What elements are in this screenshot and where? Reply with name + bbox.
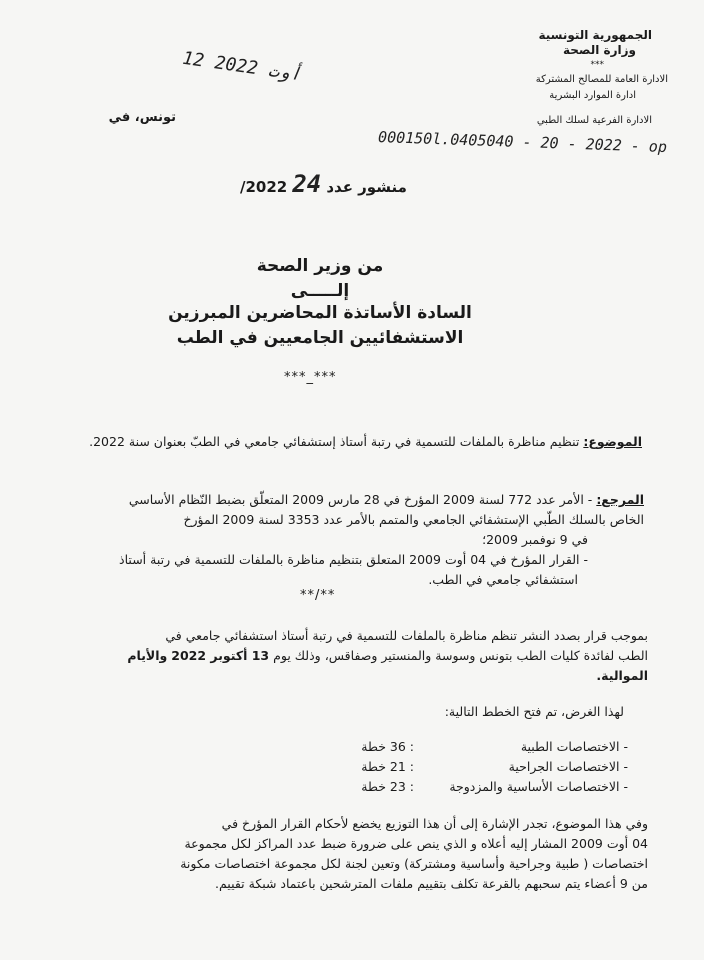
header-stars: *** bbox=[590, 60, 604, 70]
plan-row-label: - الاختصاصات الجراحية bbox=[508, 759, 628, 774]
header-ministry: وزارة الصحة bbox=[562, 43, 636, 57]
circular-label: منشور عدد bbox=[326, 178, 407, 196]
header-dept2: ادارة الموارد البشرية bbox=[549, 90, 636, 101]
plan-row-surgical bbox=[288, 759, 628, 774]
subject-label: الموضوع: bbox=[583, 434, 642, 449]
reference-block bbox=[54, 490, 644, 590]
plan-row-basic bbox=[288, 779, 628, 794]
subject-line bbox=[52, 432, 642, 452]
circular-number-handwritten: 24 bbox=[292, 170, 322, 198]
plan-row-count: : 21 خطة bbox=[361, 759, 415, 774]
city-date-label: تونس، في bbox=[108, 110, 176, 125]
reference-label: المرجع: bbox=[596, 492, 644, 507]
paragraph2-line3: اختصاصات ( طبية وجراحية وأساسية ومشتركة) وتعين لجنة لكل مجموعة اختصاصات مكونة bbox=[180, 856, 648, 871]
to-line: إلـــــى bbox=[290, 281, 350, 301]
header-republic: الجمهورية التونسية bbox=[538, 28, 652, 42]
from-line: من وزير الصحة bbox=[256, 256, 384, 276]
paragraph2-line1: وفي هذا الموضوع، تجدر الإشارة إلى أن هذا التوزيع يخضع لأحكام القرار المؤرخ في bbox=[221, 816, 648, 831]
recipient-line2: الاستشفائيين الجامعيين في الطب bbox=[176, 328, 464, 348]
paragraph2-line4: من 9 أعضاء يتم سحبهم بالقرعة تكلف بتقييم ملفات المترشحين باعتماد شبكة تقييم. bbox=[215, 876, 648, 891]
plans-intro: لهذا الغرض، تم فتح الخطط التالية: bbox=[444, 704, 624, 719]
paragraph1-line3: الموالية. bbox=[596, 668, 648, 683]
paragraph1-line2-part2: والأيام bbox=[127, 648, 168, 663]
plan-row-label: - الاختصاصات الأساسية والمزدوجة bbox=[449, 779, 628, 794]
header-dept1: الادارة العامة للمصالح المشتركة bbox=[535, 74, 668, 85]
reference-item2-line1: - القرار المؤرخ في 04 أوت 2009 المتعلق بتنظيم مناظرة بالملفات للتسمية في رتبة أستاذ bbox=[119, 552, 588, 567]
paragraph-1 bbox=[48, 626, 648, 686]
reference-item2-line2: استشفائي جامعي في الطب. bbox=[428, 572, 578, 587]
reference-item1-line1: - الأمر عدد 772 لسنة 2009 المؤرخ في 28 مارس 2009 المتعلّق بضبط النّظام الأساسي bbox=[128, 492, 593, 507]
separator-stars: ***_*** bbox=[284, 370, 337, 385]
paragraph-2 bbox=[38, 814, 648, 894]
paragraph1-line2-date: 13 أكتوبر 2022 bbox=[171, 648, 270, 663]
circular-year: 2022/ bbox=[240, 178, 288, 196]
reference-separator: **/** bbox=[300, 588, 336, 603]
reference-item1-line2: الخاص بالسلك الطّبي الإستشفائي الجامعي والمتمم بالأمر عدد 3353 لسنة 2009 المؤرخ bbox=[183, 512, 644, 527]
handwritten-date: 12 أوت 2022 bbox=[181, 47, 303, 86]
reference-item1-line3: في 9 نوفمبر 2009؛ bbox=[482, 532, 588, 547]
reference-number: 000150l.0405040 - 20 - 2022 - op bbox=[377, 127, 668, 157]
plan-row-label: - الاختصاصات الطبية bbox=[520, 739, 628, 754]
plan-row-medical bbox=[288, 739, 628, 754]
header-dept3: الادارة الفرعية لسلك الطبي bbox=[536, 115, 652, 126]
paragraph1-line1: بموجب قرار بصدد النشر تنظم مناظرة بالملفات للتسمية في رتبة أستاذ استشفائي جامعي في bbox=[165, 628, 648, 643]
plan-row-count: : 36 خطة bbox=[361, 739, 415, 754]
plan-row-count: : 23 خطة bbox=[361, 779, 415, 794]
subject-text: تنظيم مناظرة بالملفات للتسمية في رتبة أستاذ إستشفائي جامعي في الطبّ بعنوان سنة 2022. bbox=[89, 434, 580, 449]
circular-heading bbox=[240, 170, 407, 198]
recipient-line1: السادة الأساتذة المحاضرين المبرزين bbox=[168, 303, 472, 323]
paragraph2-line2: 04 أوت 2009 المشار إليه أعلاه و الذي ينص على ضرورة ضبط عدد المراكز لكل مجموعة bbox=[184, 836, 648, 851]
paragraph1-line2-part1: الطب لفائدة كليات الطب بتونس وسوسة والمنستير وصفاقس، وذلك يوم bbox=[273, 648, 648, 663]
